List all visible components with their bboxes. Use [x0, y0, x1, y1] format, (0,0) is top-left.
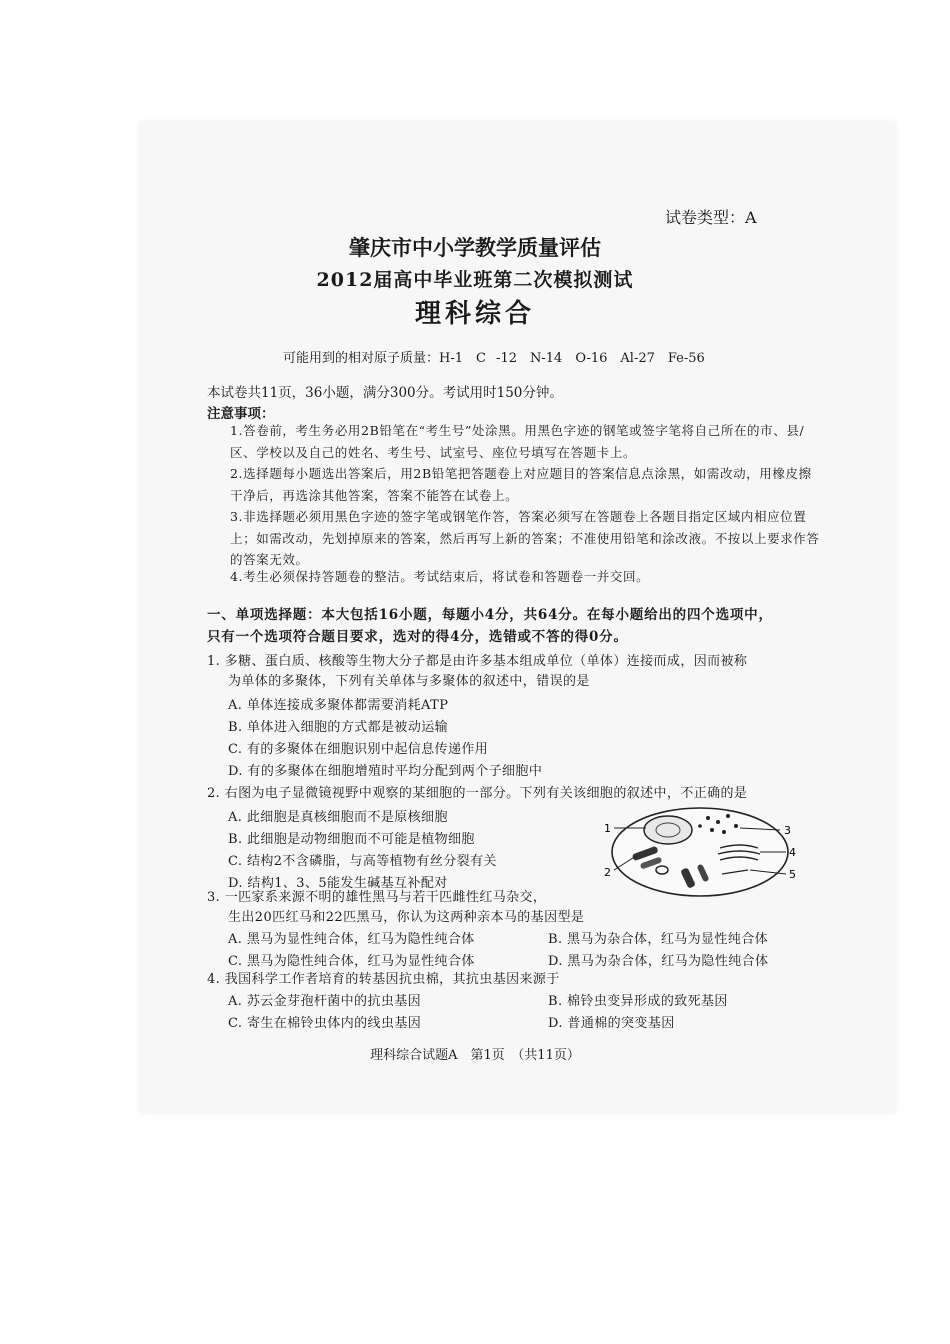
notice-item: 2.选择题每小题选出答案后，用2B铅笔把答题卷上对应题目的答案信息点涂黑，如需改动，用橡皮擦干净后，再选涂其他答案，答案不能答在试卷上。	[230, 466, 812, 503]
question-2-option-b: B. 此细胞是动物细胞而不可能是植物细胞	[228, 832, 475, 847]
notice-item: 4.考生必须保持答题卷的整洁。考试结束后，将试卷和答题卷一并交回。	[230, 569, 650, 584]
question-1-stem-line2: 为单体的多聚体，下列有关单体与多聚体的叙述中，错误的是	[228, 674, 590, 689]
question-4-option-b: B. 棉铃虫变异形成的致死基因	[548, 994, 728, 1009]
page-footer: 理科综合试题A 第1页 （共11页）	[370, 1048, 580, 1063]
figure-label-5: 5	[789, 868, 796, 881]
figure-label-2: 2	[604, 866, 611, 879]
question-2-option-d: D. 结构1、3、5能发生碱基互补配对	[228, 876, 448, 891]
question-2-stem: 2. 右图为电子显微镜视野中观察的某细胞的一部分。下列有关该细胞的叙述中，不正确的是	[207, 786, 748, 801]
question-3-option-d: D. 黑马为杂合体，红马为隐性纯合体	[548, 954, 769, 969]
question-1-option-a: A. 单体连接成多聚体都需要消耗ATP	[228, 698, 449, 713]
notice-item: 1.答卷前，考生务必用2B铅笔在“考生号”处涂黑。用黑色字迹的钢笔或签字笔将自己所在的市、县/区、学校以及自己的姓名、考生号、试室号、座位号填写在答题卡上。	[230, 423, 805, 460]
figure-label-1: 1	[604, 822, 611, 835]
notice-heading: 注意事项：	[207, 406, 275, 422]
question-1-stem-line1: 1. 多糖、蛋白质、核酸等生物大分子都是由许多基本组成单位（单体）连接而成，因而被称	[207, 654, 748, 669]
exam-title-subject: 理科综合	[414, 299, 535, 329]
section-heading-line1: 一、单项选择题：本大包括16小题，每题小4分，共64分。在每小题给出的四个选项中，	[207, 607, 773, 623]
question-1-option-c: C. 有的多聚体在细胞识别中起信息传递作用	[228, 742, 489, 757]
figure-label-3: 3	[784, 824, 791, 837]
question-3-stem-line2: 生出20匹红马和22匹黑马，你认为这两种亲本马的基因型是	[228, 910, 585, 925]
paper-type-label: 试卷类型：A	[665, 208, 757, 227]
figure-label-4: 4	[789, 846, 796, 859]
structure-1-shape	[644, 816, 692, 844]
section-heading-line2: 只有一个选项符合题目要求，选对的得4分，选错或不答的得0分。	[207, 629, 628, 645]
question-2-option-c: C. 结构2不含磷脂，与高等植物有丝分裂有关	[228, 854, 497, 869]
cell-diagram-figure	[600, 800, 800, 900]
question-1-option-b: B. 单体进入细胞的方式都是被动运输	[228, 720, 449, 735]
atomic-masses-line: 可能用到的相对原子质量：H-1 C -12 N-14 O-16 Al-27 Fe-56	[283, 351, 705, 366]
question-1-option-d: D. 有的多聚体在细胞增殖时平均分配到两个子细胞中	[228, 764, 543, 779]
exam-title-line1: 肇庆市中小学教学质量评估	[349, 235, 601, 260]
question-2-option-a: A. 此细胞是真核细胞而不是原核细胞	[228, 810, 448, 825]
notice-item: 3.非选择题必须用黑色字迹的签字笔或钢笔作答，答案必须写在答题卷上各题目指定区域内相应位置上；如需改动，先划掉原来的答案，然后再写上新的答案；不准使用铅笔和涂改液。不按以上要求作答的答案无效。	[230, 509, 820, 567]
question-4-option-c: C. 寄生在棉铃虫体内的线虫基因	[228, 1016, 422, 1031]
question-4-stem: 4. 我国科学工作者培育的转基因抗虫棉，其抗虫基因来源于	[207, 972, 560, 987]
question-4-option-d: D. 普通棉的突变基因	[548, 1016, 675, 1031]
question-3-option-c: C. 黑马为隐性纯合体，红马为显性纯合体	[228, 954, 475, 969]
question-3-option-b: B. 黑马为杂合体，红马为显性纯合体	[548, 932, 769, 947]
exam-title-line2: 2012届高中毕业班第二次模拟测试	[316, 269, 634, 291]
question-4-option-a: A. 苏云金芽孢杆菌中的抗虫基因	[228, 994, 422, 1009]
question-3-option-a: A. 黑马为显性纯合体，红马为隐性纯合体	[228, 932, 475, 947]
question-3-stem-line1: 3. 一匹家系来源不明的雄性黑马与若干匹雌性红马杂交，	[207, 890, 547, 905]
exam-intro: 本试卷共11页，36小题，满分300分。考试用时150分钟。	[207, 385, 563, 401]
